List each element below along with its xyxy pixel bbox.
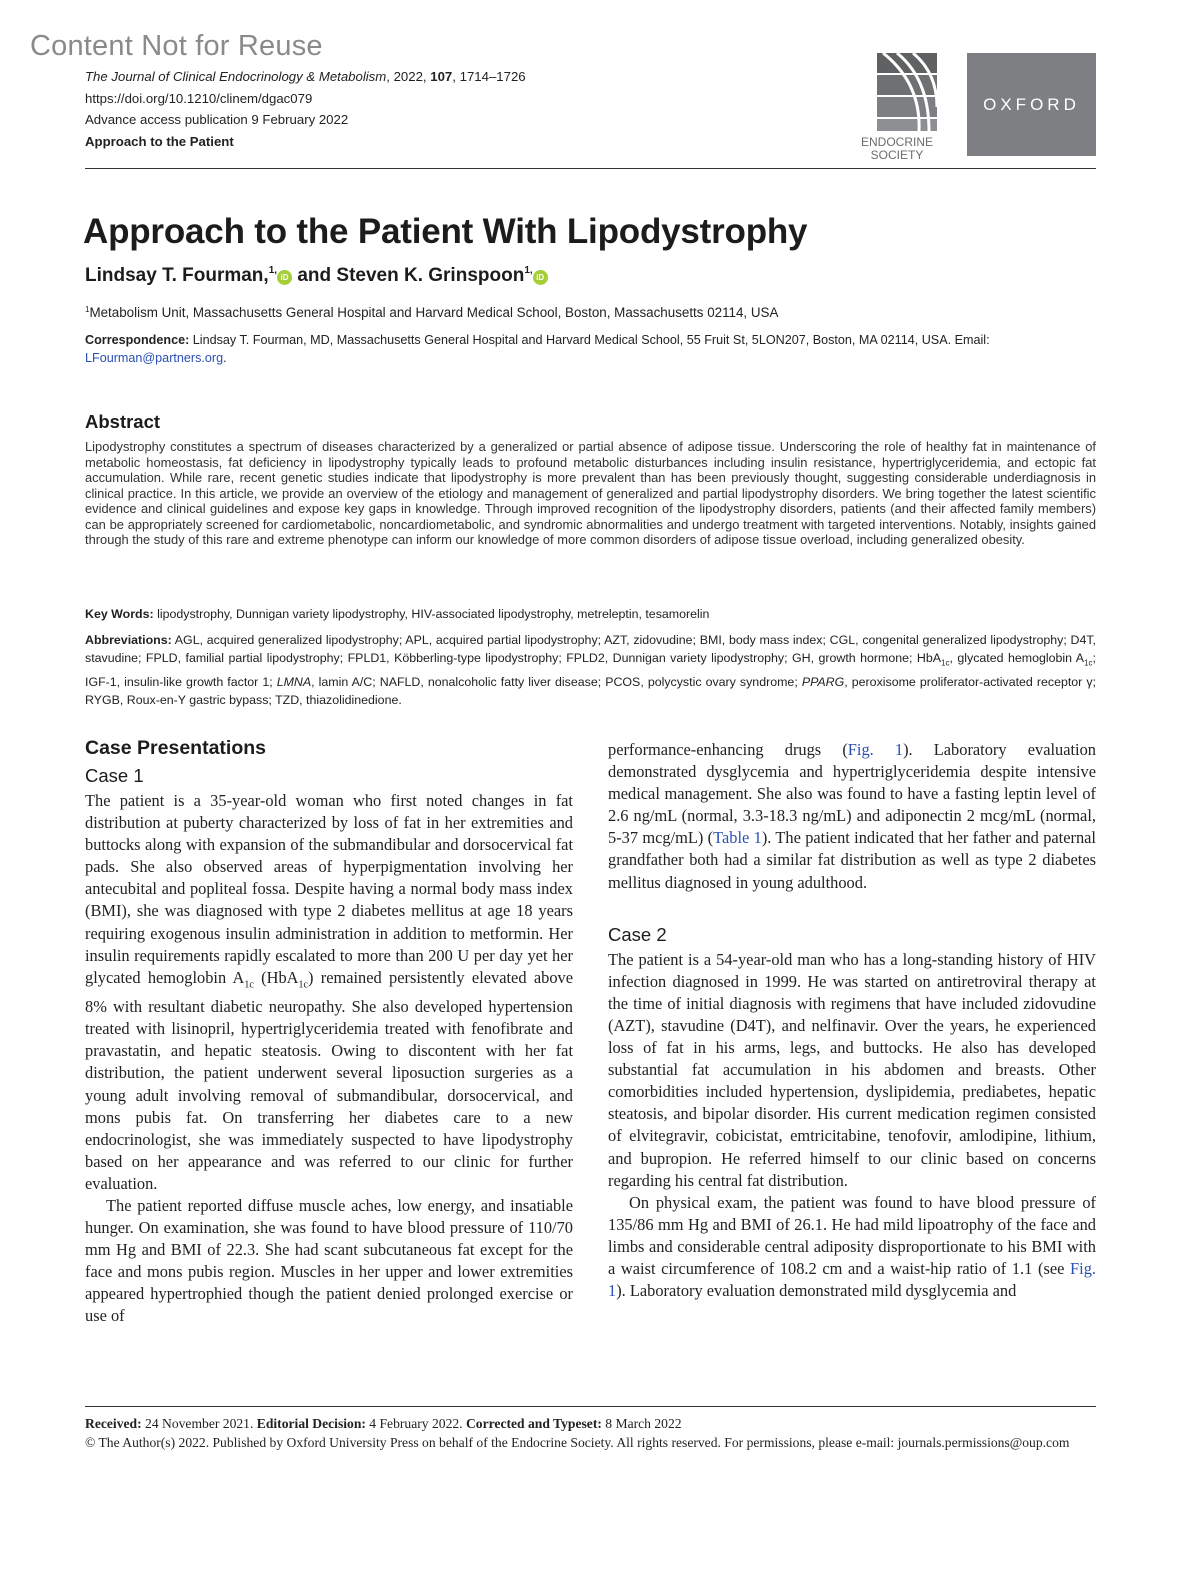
case2-heading: Case 2 [608, 923, 667, 945]
volume: 107 [430, 69, 453, 84]
endocrine-society-mark-icon [853, 53, 941, 165]
affiliation-marker: 1, [268, 265, 278, 276]
right-column [608, 739, 1096, 1302]
endocrine-logo-line2: SOCIETY [870, 148, 924, 162]
endocrine-logo-line1: ENDOCRINE [860, 135, 934, 149]
affiliation: $^1$Metabolism Unit, Massachusetts General Hospital and Harvard Medical School, Boston, Massachusetts 02114, USA [85, 305, 779, 320]
case1-heading: Case 1 [85, 765, 144, 786]
author-name: Steven K. Grinspoon [336, 265, 525, 286]
article-section: Approach to the Patient [85, 133, 234, 149]
paragraph: performance-enhancing drugs (Fig. 1). Laboratory evaluation demonstrated dysglycemia and hypertriglyceridemia despite intensive medical management. She also was found to have a fasting leptin level of 2.6 ng/mL (normal, 3.3-18.3 ng/mL) and adiponectin 2 mcg/mL (normal, 5-37 mcg/mL) (Table 1). The patient indicated that her father and paternal grandfather both had a similar fat distribution as well as type 2 diabetes mellitus diagnosed in young adulthood. [608, 740, 1096, 892]
oxford-logo-text: OXFORD [983, 94, 1080, 114]
author-name: Lindsay T. Fourman, [85, 265, 269, 286]
paragraph: The patient is a 35-year-old woman who first noted changes in fat distribution at puberty characterized by loss of fat in her extremities and buttocks along with expansion of the submandibular and dorsocervical fat pads. She also observed areas of hyperpigmentation involving her antecubital and popliteal fossa. Despite having a normal body mass index (BMI), she was diagnosed with type 2 diabetes mellitus at age 18 years requiring exogenous insulin administration in addition to metformin. Her insulin requirements rapidly escalated to more than 200 U per day yet her glycated hemoglobin $A_{1c}$ (HbA$_{1c}$) remained persistently elevated above 8% with resultant diabetic neuropathy. She also developed hypertension treated with lisinopril, hypertriglyceridemia treated with fenofibrate and pravastatin, and hepatic steatosis. Owing to discontent with her fat distribution, the patient underwent several liposuction surgeries as a young adult involving removal of submandibular, dorsocervical, and mons pubis fat. On transferring her diabetes care to a new endocrinologist, she was immediately suspected to have lipodystrophy based on her appearance and was referred to our clinic for further evaluation. [85, 791, 573, 1193]
article-footer [85, 1415, 1096, 1452]
header-rule [85, 168, 1096, 169]
oxford-logo [967, 53, 1096, 156]
doi-link[interactable]: https://doi.org/10.1210/clinem/dgac079 [85, 90, 313, 106]
footer-rule [85, 1406, 1096, 1407]
correspondence-label: Correspondence: [85, 333, 190, 347]
case2-body [608, 949, 1096, 1303]
abbreviations-label: Abbreviations: [85, 633, 172, 647]
abstract-heading: Abstract [85, 411, 161, 432]
orcid-icon[interactable]: iD [533, 270, 548, 285]
journal-title: The Journal of Clinical Endocrinology & Metabolism [85, 69, 387, 84]
abbreviations: Abbreviations: AGL, acquired generalized lipodystrophy; APL, acquired partial lipodystrophy; AZT, zidovudine; BMI, body mass index; CGL, congenital generalized lipodystrophy; D4T, stavudine; FPLD, familial partial lipodystrophy; FPLD1, Köbberling-type lipodystrophy; FPLD2, Dunnigan variety lipodystrophy; GH, growth hormone; HbA$_{1c}$, glycated hemoglobin $A_{1c}$; IGF-1, insulin-like growth factor 1; LMNA, lamin A/C; NAFLD, nonalcoholic fatty liver disease; PCOS, polycystic ovary syndrome; PPARG, peroxisome proliferator-activated receptor γ; RYGB, Roux-en-Y gastric bypass; TZD, thiazolidinedione. [85, 633, 1096, 708]
citation-line: The Journal of Clinical Endocrinology & Metabolism, 2022, 107, 1714–1726 [85, 69, 526, 84]
table-link[interactable]: Table 1 [713, 828, 762, 848]
endocrine-society-logo [853, 53, 941, 165]
figure-link[interactable]: Fig. 1 [847, 740, 904, 759]
copyright: © The Author(s) 2022. Published by Oxford University Press on behalf of the Endocrine Society. All rights reserved. For permissions, please e-mail: journals.permissions@oup.com [85, 1434, 1070, 1450]
watermark: Content Not for Reuse [30, 30, 323, 62]
figure-link[interactable]: Fig. 1 [608, 1258, 1096, 1301]
advance-access: Advance access publication 9 February 2022 [85, 112, 349, 127]
author-list [85, 265, 548, 287]
keywords-label: Key Words: [85, 607, 154, 621]
email-link[interactable]: LFourman@partners.org [85, 351, 224, 365]
affiliation-marker: 1, [524, 265, 533, 276]
dates-line: Received: 24 November 2021. Editorial Decision: 4 February 2022. Corrected and Typeset: 8 March 2022 [85, 1416, 682, 1431]
journal-header [85, 66, 526, 152]
keywords: Key Words: lipodystrophy, Dunnigan variety lipodystrophy, HIV-associated lipodystrophy, metreleptin, tesamorelin [85, 607, 710, 621]
section-heading: Case Presentations [85, 737, 266, 759]
case1-continued [608, 739, 1096, 894]
case1-body [85, 790, 573, 1328]
paragraph: The patient is a 54-year-old man who has a long-standing history of HIV infection diagnosed in 1999. He was started on antiretroviral therapy at the time of initial diagnosis with regimens that have included zidovudine (AZT), stavudine (D4T), and nelfinavir. Over the years, he experienced loss of fat in his arms, legs, and buttocks. He also has developed substantial fat accumulation in his abdomen and breasts. Other comorbidities included hypertension, dyslipidemia, prediabetes, hepatic steatosis, and bipolar disorder. His current medication regimen consisted of elvitegravir, cobicistat, emtricitabine, tenofovir, amlodipine, lithium, and bupropion. He referred himself to our clinic based on concerns regarding his central fat distribution. [608, 949, 1096, 1190]
author-separator: and [292, 265, 337, 286]
correspondence: Correspondence: Lindsay T. Fourman, MD, Massachusetts General Hospital and Harvard Medical School, 55 Fruit St, 5LON207, Boston, MA 02114, USA. Email: LFourman@partners.org. [85, 333, 990, 365]
orcid-icon[interactable]: iD [277, 270, 292, 285]
article-title: Approach to the Patient With Lipodystrophy [83, 212, 808, 251]
paragraph: On physical exam, the patient was found to have blood pressure of 135/86 mm Hg and BMI of 26.1. He had mild lipoatrophy of the face and limbs and considerable central adiposity disproportionate to his BMI with a waist circumference of 108.2 cm and a waist-hip ratio of 1.1 (see Fig. 1). Laboratory evaluation demonstrated mild dysglycemia and [608, 1192, 1096, 1301]
abstract-text: Lipodystrophy constitutes a spectrum of diseases characterized by a generalized or partial absence of adipose tissue. Underscoring the role of healthy fat in maintenance of metabolic homeostasis, fat deficiency in lipodystrophy typically leads to profound metabolic disturbances including insulin resistance, hypertriglyceridemia, and ectopic fat accumulation. While rare, recent genetic studies indicate that lipodystrophy is more prevalent than has been previously thought, suggesting considerable underdiagnosis in clinical practice. In this article, we provide an overview of the etiology and management of generalized and partial lipodystrophy disorders. We bring together the latest scientific evidence and clinical guidelines and expose key gaps in knowledge. Through improved recognition of the lipodystrophy disorders, patients (and their affected family members) can be appropriately screened for cardiometabolic, noncardiometabolic, and syndromic abnormalities and undergo treatment with targeted interventions. Notably, insights gained through the study of this rare and extreme phenotype can inform our knowledge of more common disorders of adipose tissue overload, including generalized obesity. [85, 439, 1096, 547]
left-column [85, 765, 573, 1328]
paragraph: The patient reported diffuse muscle aches, low energy, and insatiable hunger. On examination, she was found to have blood pressure of 110/70 mm Hg and BMI of 22.3. She had scant subcutaneous fat except for the face and mons pubis region. Muscles in her upper and lower extremities appeared hypertrophied though the patient denied prolonged exercise or use of [85, 1195, 573, 1326]
